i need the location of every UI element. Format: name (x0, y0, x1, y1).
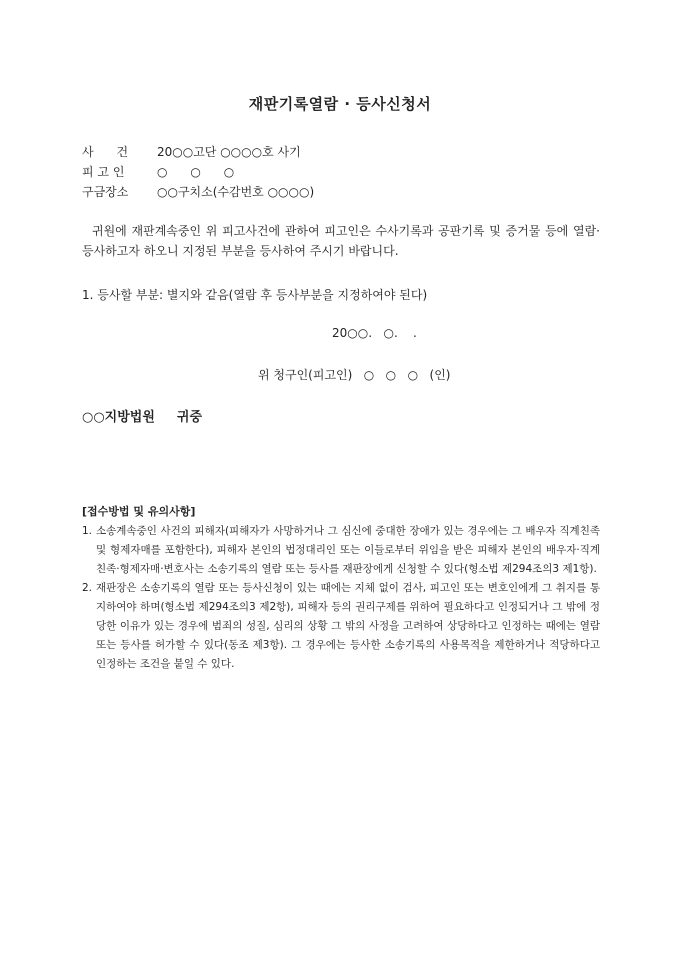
detention-value: ○○구치소(수감번호 ○○○○) (157, 185, 315, 199)
request-body-text: 귀원에 재판계속중인 위 피고사건에 관하여 피고인은 수사기록과 공판기록 및 증거물 등에 열람·등사하고자 하오니 지정된 부분을 등사하여 주시기 바랍니다. (82, 224, 600, 258)
detention-label: 구금장소 (82, 185, 129, 199)
defendant-value: ○ ○ ○ (157, 165, 235, 179)
case-row (82, 143, 301, 160)
note-number: 1. (82, 525, 93, 537)
document-title: 재판기록열람 · 등사신청서 (248, 95, 432, 113)
defendant-row (82, 163, 234, 180)
notes-list (82, 522, 600, 674)
filing-date: 20○○. ○. . (332, 326, 417, 340)
note-item (82, 579, 600, 674)
note-number: 2. (82, 582, 93, 594)
note-text: 재판장은 소송기록의 열람 또는 등사신청이 있는 때에는 지체 없이 검사, 피고인 또는 변호인에게 그 취지를 통지하여야 하며(형소법 제294조의3 제2항), 피해자 등의 권리구제를 위하여 필요하다고 인정되거나 그 밖에 정당한 이유가 있는 경우에 범죄의 성질, 심리의 상황 그 밖의 사정을 고려하여 상당하다고 인정하는 때에는 열람 또는 등사를 허가할 수 있다(동조 제3항). 그 경우에는 등사한 소송기록의 사용목적을 제한하거나 적당하다고 인정하는 조건을 붙일 수 있다. (96, 582, 600, 670)
copy-section-item: 1. 등사할 부분: 별지와 같음(열람 후 등사부분을 지정하여야 된다) (82, 288, 428, 302)
court-addressee (82, 406, 202, 425)
case-value: 20○○고단 ○○○○호 사기 (157, 145, 301, 159)
applicant-signature: 위 청구인(피고인) ○ ○ ○ (인) (258, 368, 451, 382)
court-name: ○○지방법원 (82, 410, 155, 425)
note-text: 소송계속중인 사건의 피해자(피해자가 사망하거나 그 심신에 중대한 장애가 있는 경우에는 그 배우자 직계친족 및 형제자매를 포함한다), 피해자 본인의 법정대리인 또는 이들로부터 위임을 받은 피해자 본인의 배우자·직계친족·형제자매·변호사는 소송기록의 열람 또는 등사를 재판장에게 신청할 수 있다(형소법 제294조의3 제1항). (96, 525, 600, 575)
court-suffix: 귀중 (176, 410, 203, 425)
note-item (82, 522, 600, 579)
notes-heading: [접수방법 및 유의사항] (82, 505, 196, 518)
case-label: 사 건 (82, 145, 129, 159)
defendant-label: 피 고 인 (82, 165, 125, 179)
detention-row (82, 183, 314, 200)
